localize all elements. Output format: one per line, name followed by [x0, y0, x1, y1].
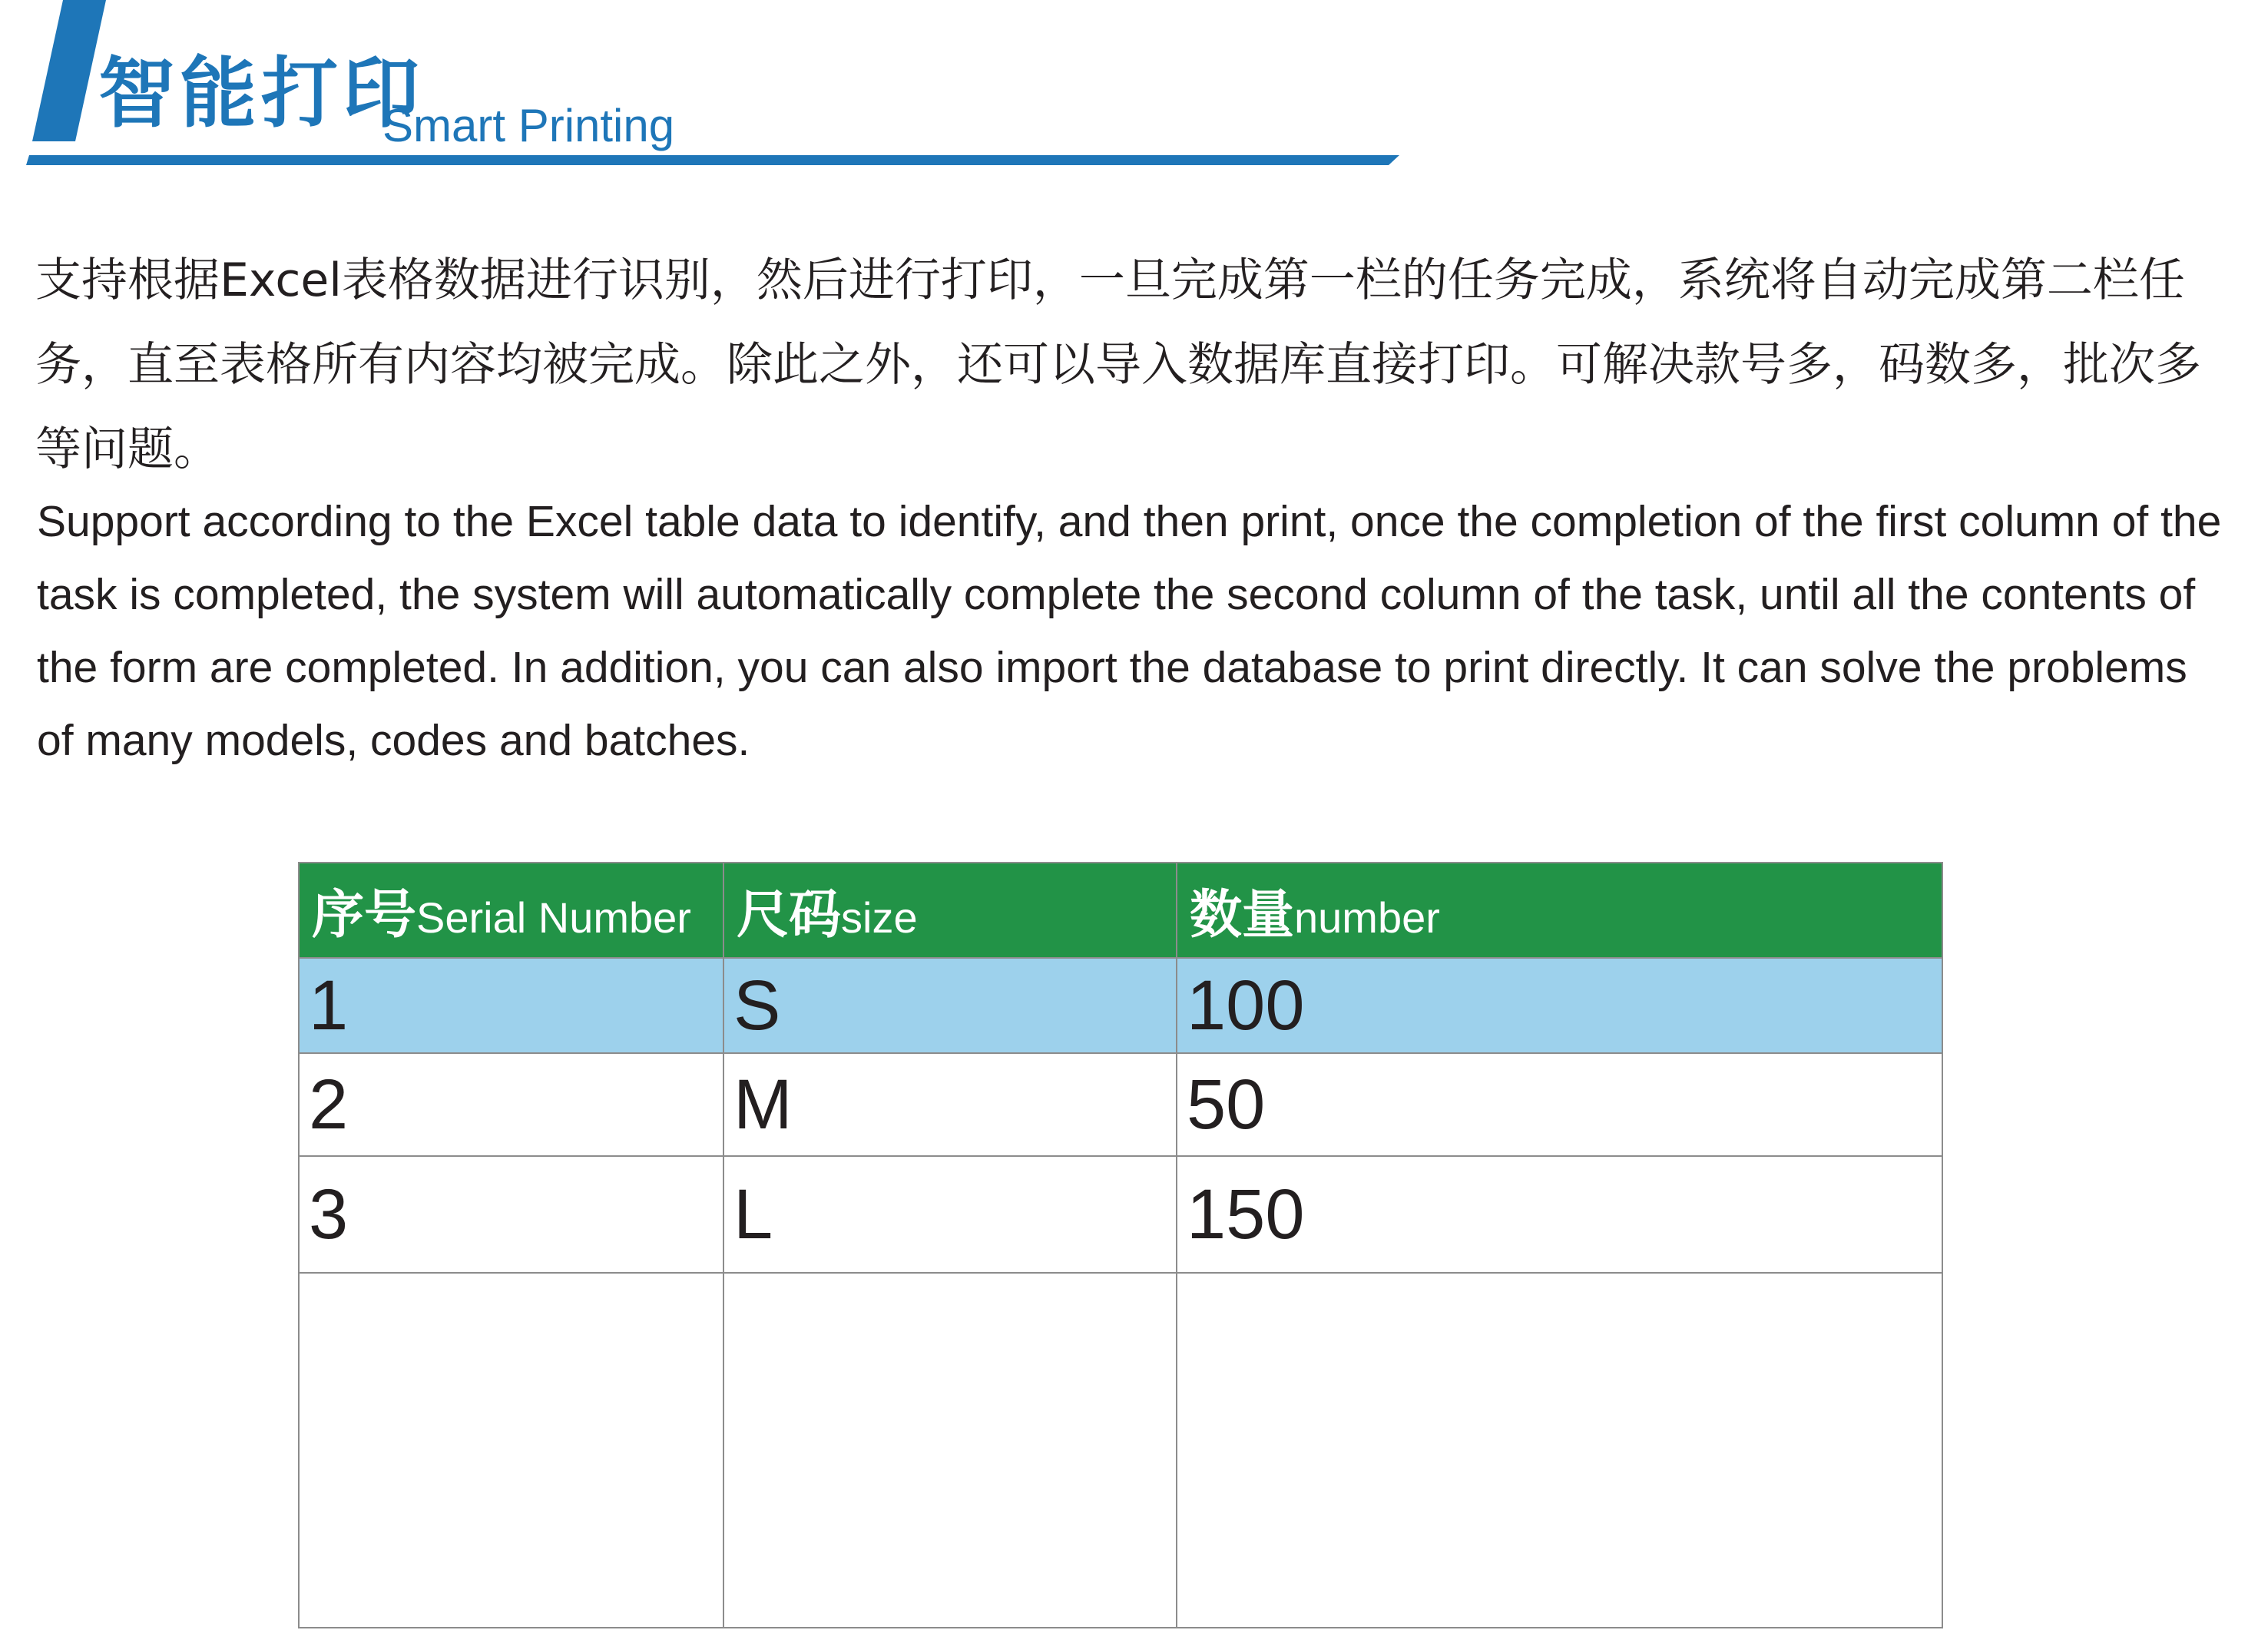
column-header-number	[1177, 863, 1942, 958]
column-header-label-cn: 数量	[1190, 884, 1295, 946]
cell-number: 100	[1177, 958, 1942, 1053]
cell-empty	[723, 1273, 1177, 1628]
column-header-serial-number	[299, 863, 723, 958]
column-header-size	[723, 863, 1177, 958]
column-header-label-en: size	[841, 893, 918, 942]
cell-empty	[1177, 1273, 1942, 1628]
description-english: Support according to the Excel table data to identify, and then print, once the completion of the first column of the task is completed, the system will automatically complete the second column of the task, until all the contents of the form are completed. In addition, you can also import the database to print directly. It can solve the problems of many models, codes and batches.	[37, 497, 2222, 765]
column-header-label-cn: 序号	[312, 884, 417, 946]
header-underline	[26, 155, 1399, 165]
description-chinese: 支持根据Excel表格数据进行识别，然后进行打印，一旦完成第一栏的任务完成，系统将自动完成第二栏任务，直至表格所有内容均被完成。除此之外，还可以导入数据库直接打印。可解决款号多，码数多，批次多等问题。	[35, 253, 2201, 476]
section-title: 智能打印	[98, 48, 424, 138]
cell-number: 50	[1177, 1053, 1942, 1156]
column-header-label-en: number	[1294, 893, 1440, 942]
cell-serial-number: 2	[299, 1053, 723, 1156]
cell-empty	[299, 1273, 723, 1628]
section-header	[0, 0, 2268, 177]
column-header-label-cn: 尺码	[737, 884, 842, 946]
table-header-row	[299, 863, 1942, 958]
cell-serial-number: 3	[299, 1156, 723, 1273]
table-row	[299, 1053, 1942, 1156]
table-row	[299, 958, 1942, 1053]
cell-size: M	[723, 1053, 1177, 1156]
table-row-empty	[299, 1273, 1942, 1628]
cell-size: S	[723, 958, 1177, 1053]
size-quantity-table	[298, 862, 1943, 1628]
cell-size: L	[723, 1156, 1177, 1273]
cell-serial-number: 1	[299, 958, 723, 1053]
column-header-label-en: Serial Number	[416, 893, 691, 942]
header-slash-bar	[32, 0, 106, 141]
table-row	[299, 1156, 1942, 1273]
section-subtitle: Smart Printing	[382, 100, 675, 151]
cell-number: 150	[1177, 1156, 1942, 1273]
